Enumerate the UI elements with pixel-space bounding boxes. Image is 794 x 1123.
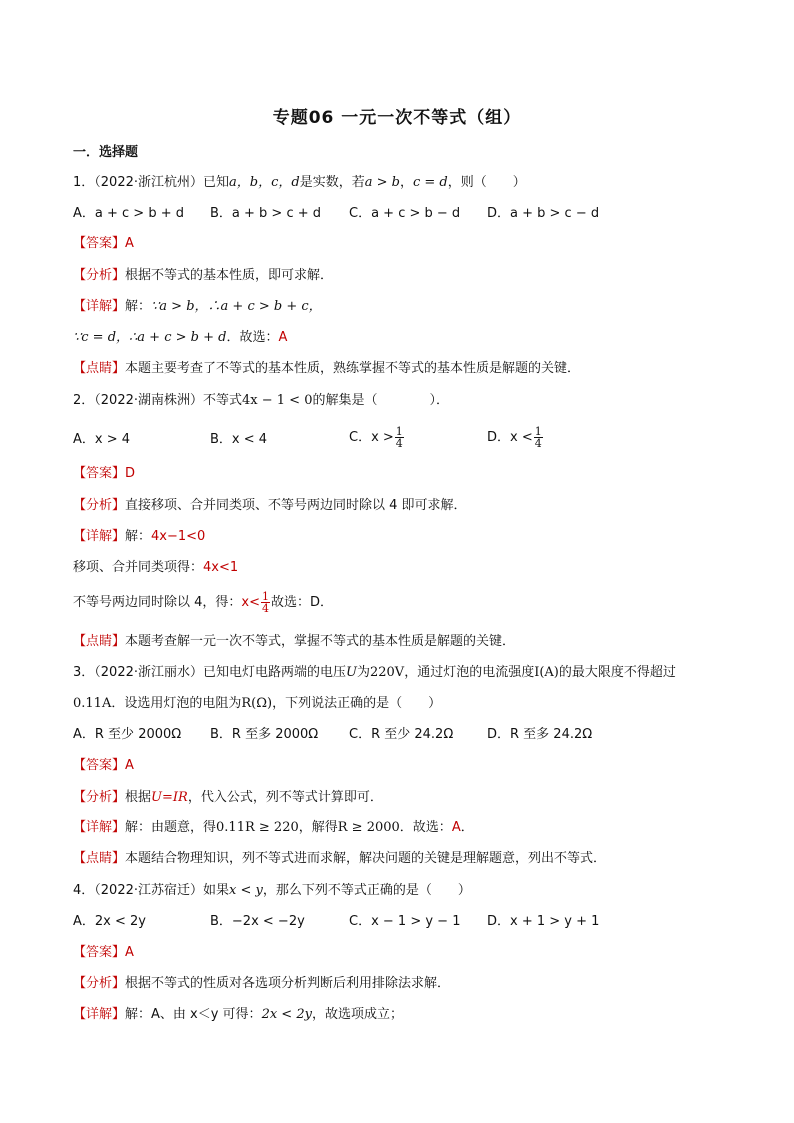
option-a: A．a + c > b + d [73,206,184,221]
comment-label: 【点睛】 [73,634,126,649]
answer-label: 【答案】 [73,758,126,773]
question-1-stem: 1．（2022·浙江杭州）已知a，b，c，d是实数，若a > b，c = d，则（ ） [73,175,526,190]
option-d: D．R 至多 24.2Ω [487,727,593,742]
question-2-options [73,426,734,454]
question-3-analysis: 【分析】根据U=IR，代入公式，列不等式计算即可． [73,790,383,805]
answer-label: 【答案】 [73,466,126,481]
question-3-stem-line-1: 3．（2022·浙江丽水）已知电灯电路两端的电压U为220V，通过灯泡的电流强度I(A)的最大限度不得超过 [73,665,676,680]
question-2-stem: 2．（2022·湖南株洲）不等式4x − 1 < 0的解集是（ ）． [73,393,449,408]
analysis-label: 【分析】 [73,268,126,283]
question-1-answer: 【答案】A [73,236,134,251]
question-1-comment: 【点睛】本题主要考查了不等式的基本性质，熟练掌握不等式的基本性质是解题的关键． [73,361,581,376]
comment-label: 【点睛】 [73,851,126,866]
analysis-label: 【分析】 [73,498,126,513]
question-4-options [73,912,734,932]
option-c: C．a + c > b − d [349,206,461,221]
fraction: $\frac{1}{4}$ [534,425,542,450]
option-b: B．a + b > c + d [210,206,322,221]
question-3-detail: 【详解】解：由题意，得0.11R ≥ 220，解得R ≥ 2000．故选：A． [73,820,474,835]
option-a: A．2x < 2y [73,914,146,929]
detail-label: 【详解】 [73,529,126,544]
option-b: B．x < 4 [210,432,268,447]
option-d: D．a + b > c − d [487,206,600,221]
question-3-options [73,725,734,745]
question-4-stem: 4．（2022·江苏宿迁）如果x < y，那么下列不等式正确的是（ ） [73,883,471,898]
page-title: 专题06 一元一次不等式（组） [272,108,522,128]
option-a: A．R 至少 2000Ω [73,727,182,742]
question-1-analysis: 【分析】根据不等式的基本性质，即可求解． [73,268,334,283]
analysis-label: 【分析】 [73,976,126,991]
question-4-detail: 【详解】解：A、由 x＜y 可得：2x < 2y，故选项成立； [73,1007,403,1022]
question-3-comment: 【点睛】本题结合物理知识，列不等式进而求解，解决问题的关键是理解题意，列出不等式． [73,851,607,866]
detail-label: 【详解】 [73,820,126,835]
question-3-answer: 【答案】A [73,758,134,773]
question-1-options [73,204,734,224]
option-d: D．x + 1 > y + 1 [487,914,600,929]
fraction: $\frac{1}{4}$ [395,425,403,450]
option-c: C．x − 1 > y − 1 [349,914,461,929]
question-4-analysis: 【分析】根据不等式的性质对各选项分析判断后利用排除法求解． [73,976,451,991]
section-heading: 一．选择题 [73,145,139,160]
option-c: C．x > $\frac{1}{4}$ [349,425,403,450]
option-d: D．x < $\frac{1}{4}$ [487,425,542,450]
question-2-detail-line-1: 【详解】解：4x−1<0 [73,529,206,544]
fraction: $\frac{1}{4}$ [262,590,269,615]
option-b: B．−2x < −2y [210,914,305,929]
answer-label: 【答案】 [73,236,126,251]
option-c: C．R 至少 24.2Ω [349,727,454,742]
question-1-detail-line-2: ∵c = d，∴a + c > b + d．故选：A [73,330,288,345]
detail-label: 【详解】 [73,299,126,314]
question-2-analysis: 【分析】直接移项、合并同类项、不等号两边同时除以 4 即可求解． [73,498,467,513]
question-2-detail-line-3: 不等号两边同时除以 4，得：x< $\frac{1}{4}$ 故选：D． [73,590,334,615]
option-b: B．R 至多 2000Ω [210,727,319,742]
question-4-answer: 【答案】A [73,945,134,960]
comment-label: 【点睛】 [73,361,126,376]
question-3-stem-line-2: 0.11A．设选用灯泡的电阻为R(Ω)，下列说法正确的是（ ） [73,696,442,711]
question-2-comment: 【点睛】本题考查解一元一次不等式，掌握不等式的基本性质是解题的关键． [73,634,516,649]
answer-label: 【答案】 [73,945,126,960]
question-1-detail-line-1: 【详解】解：∵a > b，∴a + c > b + c， [73,299,322,314]
question-2-answer: 【答案】D [73,466,136,481]
detail-label: 【详解】 [73,1007,126,1022]
option-a: A．x > 4 [73,432,131,447]
analysis-label: 【分析】 [73,790,126,805]
question-2-detail-line-2: 移项、合并同类项得：4x<1 [73,560,239,575]
